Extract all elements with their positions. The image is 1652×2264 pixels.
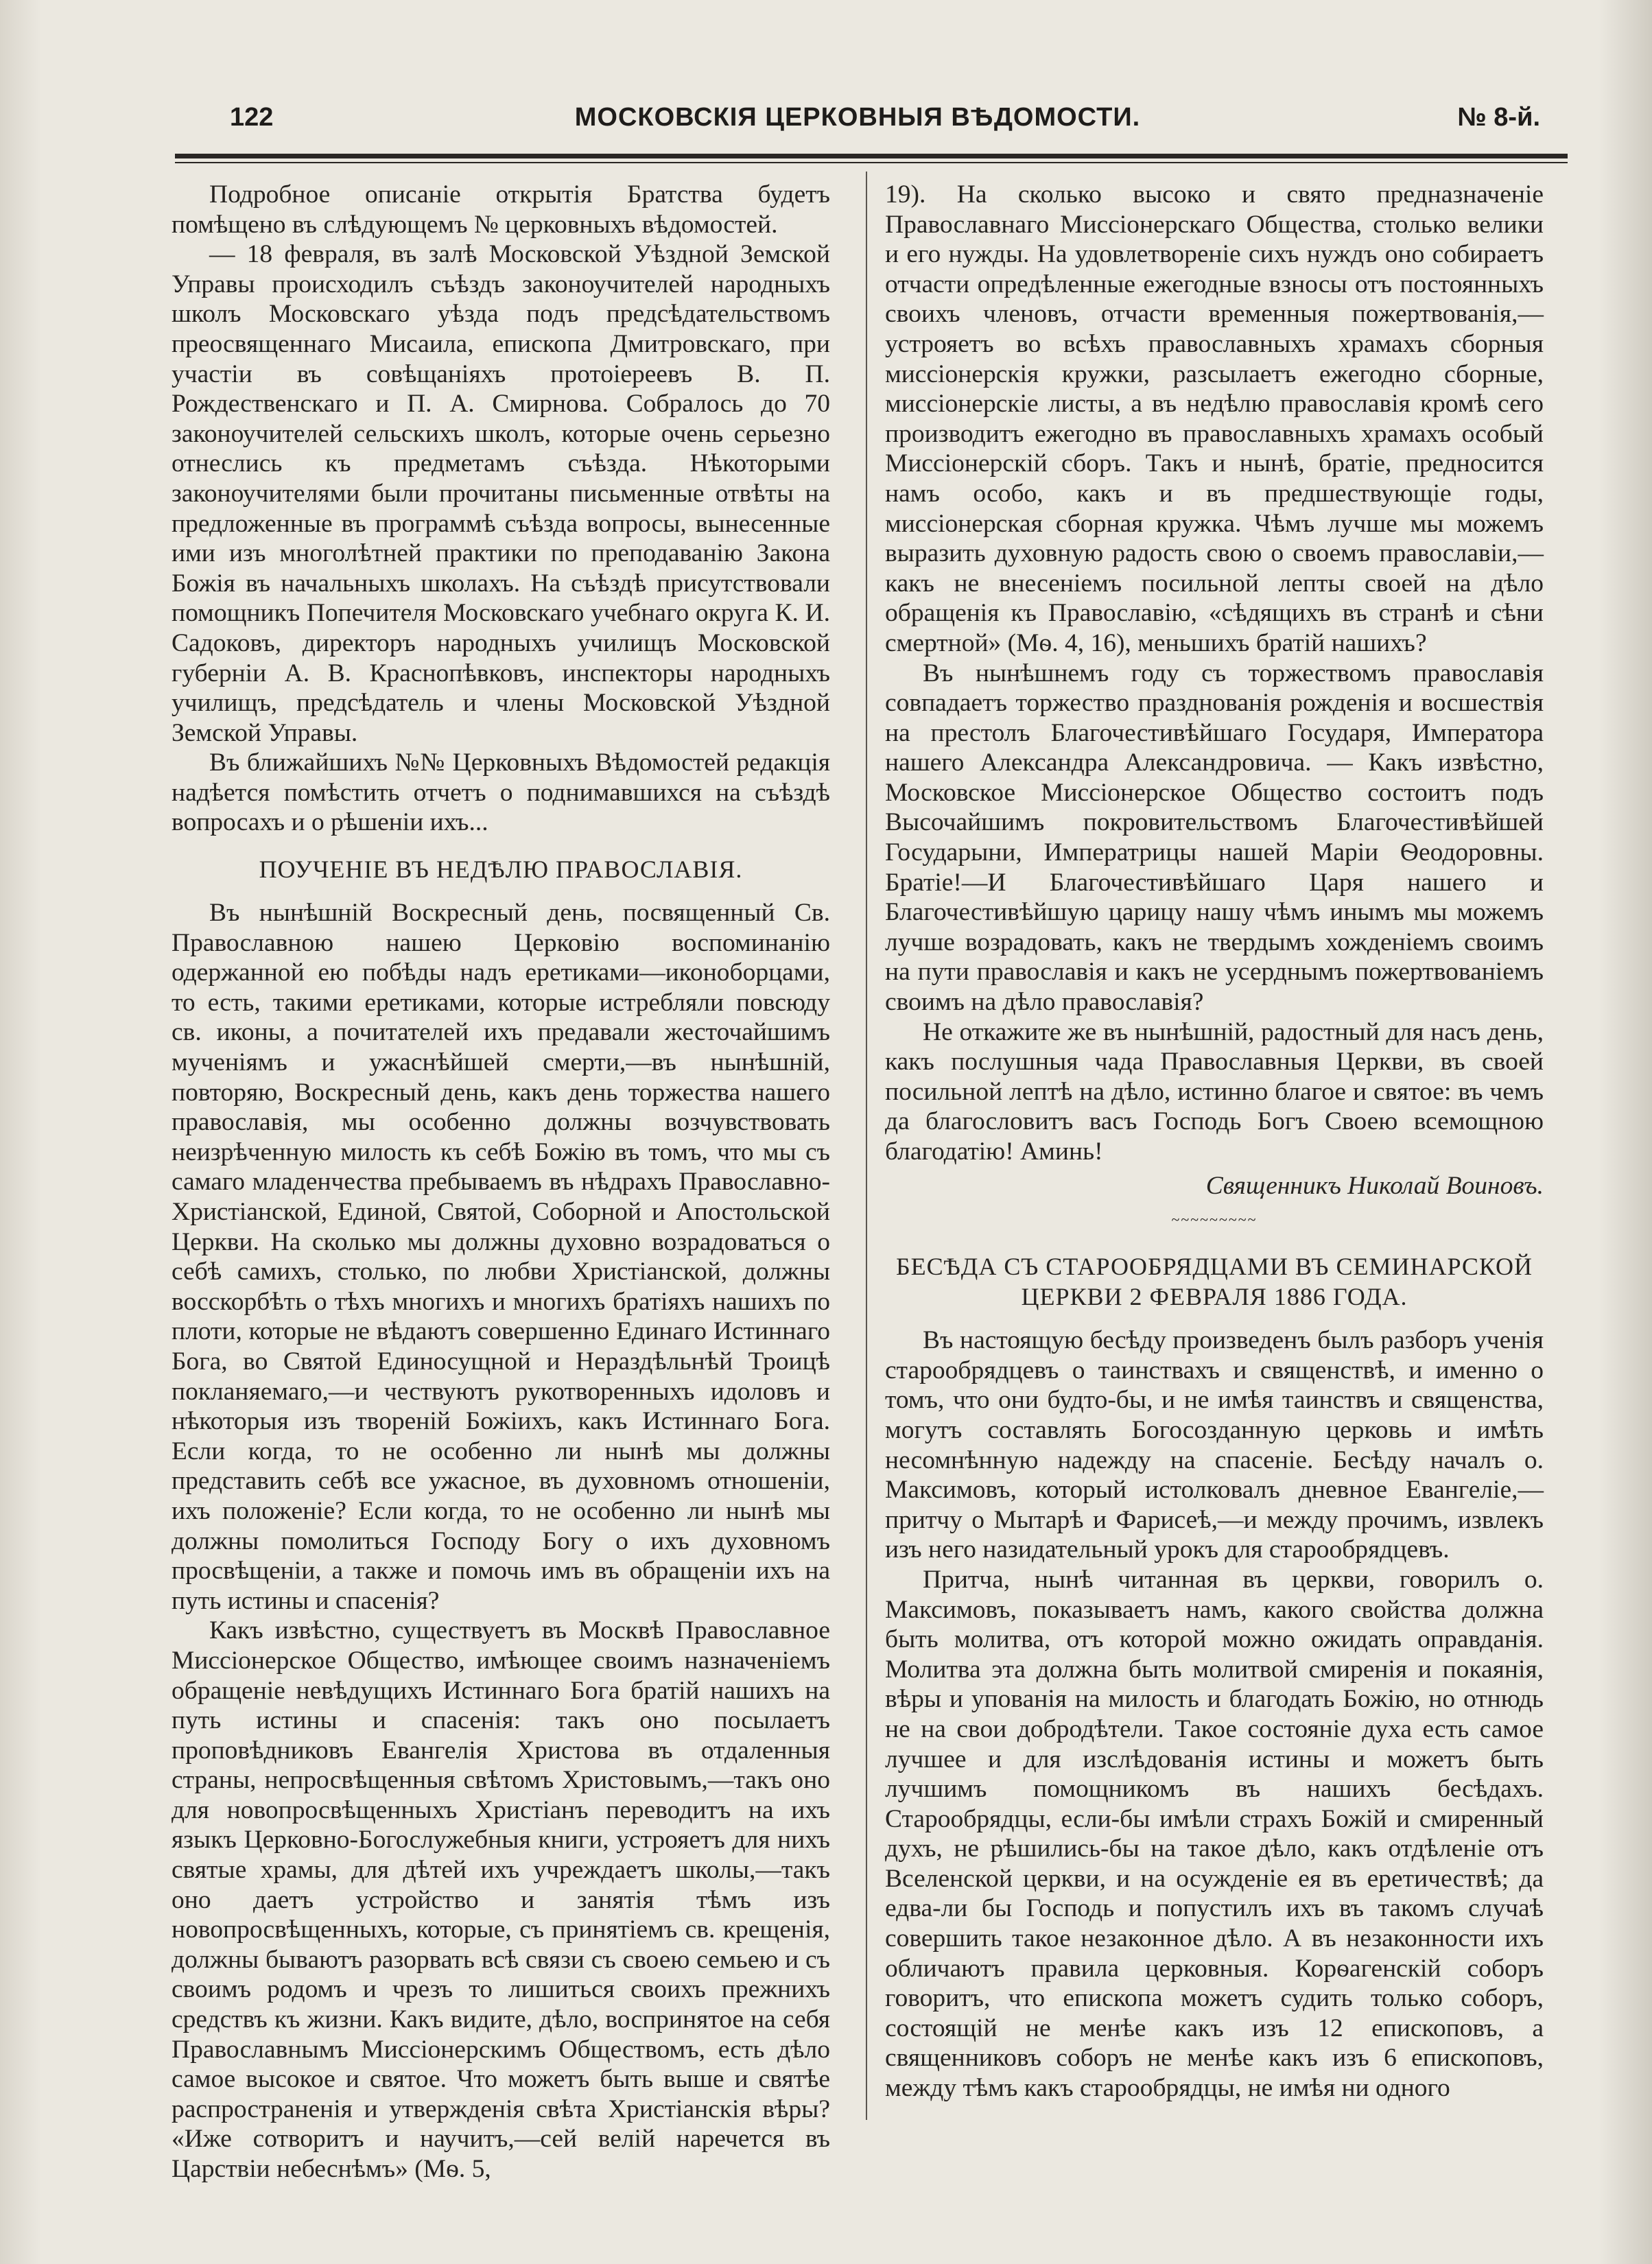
article-heading: БЕСѢДА СЪ СТАРООБРЯДЦАМИ ВЪ СЕМИНАРСКОЙ ЦЕРКВИ 2 ФЕВРАЛЯ 1886 ГОДА. <box>895 1253 1533 1311</box>
paragraph: Не откажите же въ нынѣшній, радостный для насъ день, какъ послушныя чада Православныя Церкви, въ своей посильной лептѣ на дѣло, истинно благое и святое: въ чемъ да благословитъ васъ Господь Богъ Своею всемощною благодатію! Аминь! <box>885 1017 1544 1166</box>
journal-title: МОСКОВСКІЯ ЦЕРКОВНЫЯ ВѢДОМОСТИ. <box>574 103 1141 132</box>
paragraph: Въ ближайшихъ №№ Церковныхъ Вѣдомостей редакція надѣется помѣстить отчетъ о поднимавшихся на съѣздѣ вопросахъ и о рѣшеніи ихъ... <box>172 748 830 837</box>
paragraph: Въ нынѣшній Воскресный день, посвященный Св. Православною нашею Церковію воспоминанію одержанной ею побѣды надъ еретиками—иконоборцами, то есть, такими еретиками, которые истребляли повсюду св. иконы, а почитателей ихъ предавали жесточайшимъ мученіямъ и ужаснѣйшей смерти,—въ нынѣшній, повторяю, Воскресный день, какъ день торжества нашего православія, мы особенно должны возчувствовать неизрѣченную милость къ себѣ Божію въ томъ, что мы съ самаго младенчества пребываемъ въ нѣдрахъ Православно-Христіанской, Единой, Святой, Соборной и Апостольской Церкви. На сколько мы должны духовно возрадоваться о себѣ самихъ, столько, по любви Христіанской, должны восскорбѣть о тѣхъ многихъ и многихъ братіяхъ нашихъ по плоти, которые не вѣдаютъ совершенно Единаго Истиннаго Бога, во Святой Единосущной и Нераздѣльнѣй Троицѣ покланяемаго,—и чествуютъ рукотворенныхъ идоловъ и нѣкоторыя изъ твореній Божіихъ, какъ Истиннаго Бога. Если когда, то не особенно ли нынѣ мы должны представить себѣ все ужасное, въ духовномъ отношеніи, ихъ положеніе? Если когда, то не особенно ли нынѣ мы должны помолиться Господу Богу о ихъ духовномъ просвѣщеніи, а также и помочь имъ въ обращеніи ихъ на путь истины и спасенія? <box>172 899 830 1615</box>
running-header <box>175 103 1540 151</box>
issue-number: № 8-й. <box>1457 103 1540 132</box>
header-rule-thin <box>175 162 1568 163</box>
paragraph: 19). На сколько высоко и свято предназначеніе Православнаго Миссіонерскаго Общества, столько велики и его нужды. На удовлетвореніе сихъ нуждъ оно собираетъ отчасти опредѣленные ежегодные взносы отъ постоянныхъ своихъ членовъ, отчасти временныя пожертвованія,—устрояетъ во всѣхъ православныхъ храмахъ сборныя миссіонерскія кружки, разсылаетъ ежегодно сборные, миссіонерскіе листы, а въ недѣлю православія кромѣ сего производитъ ежегодно въ православныхъ храмахъ особый Миссіонерскій сборъ. Такъ и нынѣ, братіе, предносится намъ особо, какъ и въ предшествующіе годы, миссіонерская сборная кружка. Чѣмъ лучше мы можемъ выразить духовную радость свою о своемъ православіи,—какъ не внесеніемъ посильной лепты своей на дѣло обращенія къ Православію, «сѣдящихъ въ странѣ и сѣни смертной» (Мѳ. 4, 16), меньшихъ братій нашихъ? <box>885 180 1544 657</box>
paragraph: Въ настоящую бесѣду произведенъ былъ разборъ ученія старообрядцевъ о таинствахъ и священствѣ, и именно о томъ, что они будто-бы, и не имѣя таинствъ и священства, могутъ составлять Богосозданную церковь и имѣть несомнѣнную надежду на спасеніе. Бесѣду началъ о. Максимовъ, который истолковалъ дневное Евангеліе,—притчу о Мытарѣ и Фарисеѣ,—и между прочимъ, извлекъ изъ него назидательный урокъ для старообрядцевъ. <box>885 1326 1544 1564</box>
paragraph: Въ нынѣшнемъ году съ торжествомъ православія совпадаетъ торжество празднованія рожденія и восшествія на престолъ Благочестивѣйшаго Государя, Императора нашего Александра Александровича. — Какъ извѣстно, Московское Миссіонерское Общество состоитъ подъ Высочайшимъ покровительствомъ Благочестивѣйшей Государыни, Императрицы нашей Маріи Ѳеодоровны. Братіе!—И Благочестивѣйшаго Царя нашего и Благочестивѣйшую царицу нашу чѣмъ инымъ мы можемъ лучше возрадовать, какъ не твердымъ хожденіемъ своимъ на пути православія и какъ не усерднымъ пожертвованіемъ своимъ на дѣло православія? <box>885 659 1544 1017</box>
left-column <box>172 180 830 2184</box>
page-number: 122 <box>230 103 274 132</box>
paragraph: — 18 февраля, въ залѣ Московской Уѣздной Земской Управы происходилъ съѣздъ законоучителей народныхъ школъ Московскаго уѣзда подъ предсѣдательствомъ преосвященнаго Мисаила, епископа Дмитровскаго, при участіи въ совѣщаніяхъ протоіереевъ В. П. Рождественскаго и П. А. Смирнова. Собралось до 70 законоучителей сельскихъ школъ, которые очень серьезно отнеслись къ предметамъ съѣзда. Нѣкоторыми законоучителями были прочитаны письменные отвѣты на предложенные въ программѣ съѣзда вопросы, вынесенные ими изъ многолѣтней практики по преподаванію Закона Божія въ начальныхъ школахъ. На съѣздѣ присутствовали помощникъ Попечителя Московскаго учебнаго округа К. И. Садоковъ, директоръ народныхъ училищъ Московской губерніи А. В. Краснопѣвковъ, инспекторы народныхъ училищъ, предсѣдатель и члены Московской Уѣздной Земской Управы. <box>172 240 830 747</box>
paragraph: Подробное описаніе открытія Братства будетъ помѣщено въ слѣдующемъ № церковныхъ вѣдомостей. <box>172 180 830 239</box>
right-column <box>885 180 1544 2103</box>
section-ornament: ~~~~~~~~~ <box>1171 1211 1258 1229</box>
sermon-heading: ПОУЧЕНІЕ ВЪ НЕДѢЛЮ ПРАВОСЛАВІЯ. <box>259 856 743 884</box>
signature: Священникъ Николай Воиновъ. <box>1205 1171 1544 1200</box>
paragraph: Какъ извѣстно, существуетъ въ Москвѣ Православное Миссіонерское Общество, имѣющее своимъ назначеніемъ обращеніе невѣдущихъ Истиннаго Бога братій нашихъ на путь истины и спасенія: такъ оно посылаетъ проповѣдниковъ Евангелія Христова въ отдаленныя страны, непросвѣщенныя свѣтомъ Христовымъ,—такъ оно для новопросвѣщенныхъ Христіанъ переводитъ на ихъ языкъ Церковно-Богослужебныя книги, устрояетъ для нихъ святые храмы, для дѣтей ихъ учреждаетъ школы,—такъ оно даетъ устройство и занятія тѣмъ изъ новопросвѣщенныхъ, которые, съ принятіемъ св. крещенія, должны бываютъ разорвать всѣ связи съ своею семьею и съ своимъ родомъ и чрезъ то лишиться своихъ прежнихъ средствъ къ жизни. Какъ видите, дѣло, воспринятое на себя Православнымъ Миссіонерскимъ Обществомъ, есть дѣло самое высокое и святое. Что можетъ быть выше и святѣе распространенія и утвержденія свѣта Христіанскія вѣры? «Иже сотворитъ и научитъ,—сей велій наречется въ Царствіи небеснѣмъ» (Мѳ. 5, <box>172 1616 830 2183</box>
column-divider <box>866 172 867 2120</box>
header-rule-thick <box>175 154 1568 158</box>
paragraph: Притча, нынѣ читанная въ церкви, говорилъ о. Максимовъ, показываетъ намъ, какого свойства должна быть молитва, отъ которой можно ожидать оправданія. Молитва эта должна быть молитвой смиренія и покаянія, вѣры и упованія на милость и благодать Божію, но отнюдь не на свои добродѣтели. Такое состояніе духа есть самое лучшее и для изслѣдованія истины и можетъ быть лучшимъ помощникомъ въ нашихъ бесѣдахъ. Старообрядцы, если-бы имѣли страхъ Божій и смиренный духъ, не рѣшились-бы на такое дѣло, какъ отдѣленіе отъ Вселенской церкви, и на осужденіе ея въ еретичествѣ; да едва-ли бы Господь и попустилъ ихъ въ такомъ случаѣ совершить такое незаконное дѣло. А въ незаконности ихъ обличаютъ правила церковныя. Корѳагенскій соборъ говоритъ, что епископа можетъ судить только соборъ, состоящій не менѣе какъ изъ 12 епископовъ, а священниковъ соборъ не менѣе какъ изъ 6 епископовъ, между тѣмъ какъ старообрядцы, не имѣя ни одного <box>885 1565 1544 2103</box>
